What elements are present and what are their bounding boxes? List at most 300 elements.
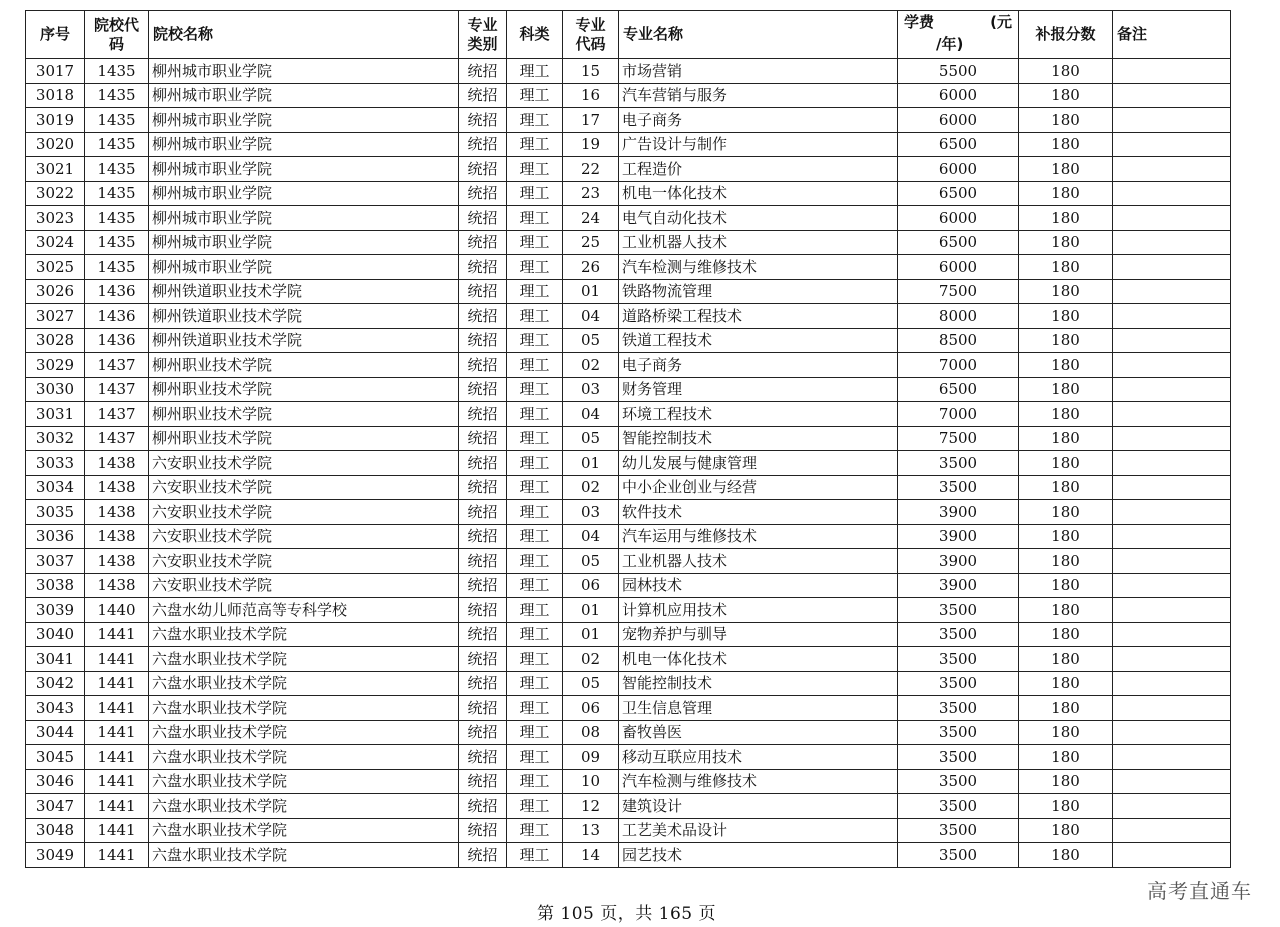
cell-major-code: 06 [563,696,619,721]
cell-seq: 3032 [26,426,85,451]
cell-school-code: 1435 [85,255,149,280]
cell-school-name: 六盘水职业技术学院 [149,647,459,672]
table-row [26,402,1231,427]
cell-major-type: 统招 [459,402,507,427]
cell-major-name: 移动互联应用技术 [619,745,898,770]
table-row [26,696,1231,721]
cell-major-code: 16 [563,83,619,108]
table-row [26,304,1231,329]
cell-school-name: 六盘水职业技术学院 [149,769,459,794]
cell-tuition: 8000 [898,304,1019,329]
cell-major-code: 02 [563,353,619,378]
cell-school-code: 1436 [85,328,149,353]
cell-major-name: 建筑设计 [619,794,898,819]
cell-tuition: 5500 [898,59,1019,84]
cell-seq: 3049 [26,843,85,868]
cell-remark [1113,230,1231,255]
cell-school-code: 1437 [85,353,149,378]
cell-major-name: 电子商务 [619,353,898,378]
cell-remark [1113,181,1231,206]
cell-tuition: 6000 [898,83,1019,108]
cell-major-name: 工业机器人技术 [619,549,898,574]
table-row [26,157,1231,182]
cell-major-type: 统招 [459,377,507,402]
cell-school-name: 六盘水职业技术学院 [149,720,459,745]
cell-score: 180 [1019,622,1113,647]
cell-remark [1113,206,1231,231]
cell-tuition: 7500 [898,426,1019,451]
cell-school-code: 1441 [85,622,149,647]
cell-seq: 3037 [26,549,85,574]
cell-major-type: 统招 [459,500,507,525]
cell-remark [1113,426,1231,451]
cell-seq: 3038 [26,573,85,598]
cell-major-type: 统招 [459,598,507,623]
cell-seq: 3026 [26,279,85,304]
cell-remark [1113,475,1231,500]
cell-seq: 3036 [26,524,85,549]
table-row [26,598,1231,623]
cell-major-type: 统招 [459,843,507,868]
table-body [26,59,1231,868]
table-row [26,671,1231,696]
cell-tuition: 3900 [898,573,1019,598]
cell-school-name: 柳州城市职业学院 [149,255,459,280]
cell-major-code: 13 [563,818,619,843]
cell-seq: 3042 [26,671,85,696]
cell-category: 理工 [507,255,563,280]
cell-score: 180 [1019,647,1113,672]
cell-school-name: 柳州城市职业学院 [149,132,459,157]
cell-seq: 3030 [26,377,85,402]
cell-major-code: 05 [563,328,619,353]
cell-score: 180 [1019,157,1113,182]
header-score: 补报分数 [1019,11,1113,59]
cell-school-code: 1438 [85,500,149,525]
cell-category: 理工 [507,794,563,819]
page-footer: 第 105 页，共 165 页 [536,904,716,924]
cell-category: 理工 [507,108,563,133]
table-row [26,475,1231,500]
cell-school-code: 1441 [85,818,149,843]
cell-school-code: 1435 [85,59,149,84]
cell-school-code: 1435 [85,230,149,255]
cell-school-name: 柳州城市职业学院 [149,59,459,84]
cell-seq: 3039 [26,598,85,623]
table-row [26,794,1231,819]
table-row [26,549,1231,574]
cell-remark [1113,818,1231,843]
cell-major-type: 统招 [459,696,507,721]
cell-tuition: 3900 [898,500,1019,525]
cell-score: 180 [1019,328,1113,353]
cell-category: 理工 [507,230,563,255]
cell-tuition: 3900 [898,524,1019,549]
cell-major-code: 04 [563,402,619,427]
cell-category: 理工 [507,304,563,329]
cell-school-code: 1436 [85,279,149,304]
table-row [26,426,1231,451]
cell-major-name: 电气自动化技术 [619,206,898,231]
cell-category: 理工 [507,598,563,623]
cell-score: 180 [1019,230,1113,255]
cell-category: 理工 [507,671,563,696]
cell-seq: 3017 [26,59,85,84]
cell-remark [1113,671,1231,696]
cell-category: 理工 [507,59,563,84]
table-row [26,59,1231,84]
table-row [26,83,1231,108]
cell-school-name: 柳州职业技术学院 [149,353,459,378]
cell-school-name: 柳州铁道职业技术学院 [149,279,459,304]
cell-category: 理工 [507,500,563,525]
table-row [26,500,1231,525]
cell-major-type: 统招 [459,83,507,108]
cell-school-code: 1435 [85,83,149,108]
cell-tuition: 6500 [898,230,1019,255]
cell-tuition: 3500 [898,671,1019,696]
cell-score: 180 [1019,745,1113,770]
cell-major-name: 汽车检测与维修技术 [619,255,898,280]
cell-score: 180 [1019,108,1113,133]
cell-major-type: 统招 [459,255,507,280]
cell-major-code: 05 [563,671,619,696]
cell-school-name: 六安职业技术学院 [149,475,459,500]
cell-school-name: 柳州铁道职业技术学院 [149,328,459,353]
cell-major-name: 汽车运用与维修技术 [619,524,898,549]
cell-score: 180 [1019,304,1113,329]
cell-major-code: 19 [563,132,619,157]
cell-seq: 3018 [26,83,85,108]
cell-major-code: 08 [563,720,619,745]
cell-major-code: 24 [563,206,619,231]
cell-major-code: 01 [563,279,619,304]
cell-seq: 3048 [26,818,85,843]
cell-score: 180 [1019,83,1113,108]
cell-major-type: 统招 [459,181,507,206]
header-tuition-unit-close: /年) [936,35,964,53]
cell-score: 180 [1019,843,1113,868]
cell-school-code: 1435 [85,132,149,157]
cell-category: 理工 [507,647,563,672]
header-tuition-unit-open: (元 [990,13,1012,31]
cell-school-name: 柳州城市职业学院 [149,83,459,108]
cell-major-code: 15 [563,59,619,84]
cell-score: 180 [1019,279,1113,304]
cell-major-type: 统招 [459,475,507,500]
cell-remark [1113,255,1231,280]
cell-remark [1113,622,1231,647]
cell-seq: 3031 [26,402,85,427]
cell-score: 180 [1019,377,1113,402]
cell-major-code: 05 [563,426,619,451]
header-tuition [898,11,1019,59]
cell-school-code: 1435 [85,206,149,231]
header-category: 科类 [507,11,563,59]
cell-seq: 3025 [26,255,85,280]
cell-major-name: 机电一体化技术 [619,181,898,206]
cell-school-name: 柳州职业技术学院 [149,377,459,402]
cell-major-name: 工业机器人技术 [619,230,898,255]
header-school-code [85,11,149,59]
cell-score: 180 [1019,794,1113,819]
cell-tuition: 3500 [898,818,1019,843]
header-major-name: 专业名称 [619,11,898,59]
cell-remark [1113,720,1231,745]
cell-score: 180 [1019,181,1113,206]
cell-major-type: 统招 [459,304,507,329]
cell-score: 180 [1019,402,1113,427]
table-row [26,279,1231,304]
header-major-code-label: 专业代码 [575,15,606,53]
cell-major-name: 宠物养护与驯导 [619,622,898,647]
cell-major-name: 市场营销 [619,59,898,84]
cell-school-code: 1435 [85,108,149,133]
cell-seq: 3021 [26,157,85,182]
cell-tuition: 3500 [898,696,1019,721]
cell-major-type: 统招 [459,794,507,819]
cell-tuition: 7000 [898,402,1019,427]
cell-major-code: 09 [563,745,619,770]
cell-category: 理工 [507,181,563,206]
cell-seq: 3045 [26,745,85,770]
cell-seq: 3047 [26,794,85,819]
cell-tuition: 6000 [898,157,1019,182]
cell-school-name: 六盘水职业技术学院 [149,622,459,647]
cell-major-type: 统招 [459,549,507,574]
cell-tuition: 3500 [898,720,1019,745]
table-row [26,720,1231,745]
cell-category: 理工 [507,745,563,770]
cell-major-code: 22 [563,157,619,182]
cell-tuition: 3500 [898,451,1019,476]
cell-score: 180 [1019,598,1113,623]
cell-major-name: 中小企业创业与经营 [619,475,898,500]
cell-seq: 3034 [26,475,85,500]
cell-major-type: 统招 [459,524,507,549]
cell-category: 理工 [507,157,563,182]
table-row [26,573,1231,598]
cell-major-code: 26 [563,255,619,280]
cell-school-code: 1436 [85,304,149,329]
cell-school-code: 1441 [85,745,149,770]
cell-category: 理工 [507,426,563,451]
cell-school-code: 1438 [85,451,149,476]
cell-major-name: 道路桥梁工程技术 [619,304,898,329]
cell-major-name: 计算机应用技术 [619,598,898,623]
cell-school-code: 1438 [85,475,149,500]
cell-school-name: 六安职业技术学院 [149,524,459,549]
cell-major-type: 统招 [459,745,507,770]
table-row [26,451,1231,476]
cell-score: 180 [1019,255,1113,280]
cell-major-name: 智能控制技术 [619,426,898,451]
cell-seq: 3019 [26,108,85,133]
cell-major-type: 统招 [459,573,507,598]
cell-major-code: 14 [563,843,619,868]
cell-seq: 3043 [26,696,85,721]
cell-seq: 3041 [26,647,85,672]
cell-tuition: 6500 [898,377,1019,402]
table-row [26,108,1231,133]
cell-school-name: 六盘水职业技术学院 [149,794,459,819]
cell-school-name: 六盘水职业技术学院 [149,843,459,868]
cell-school-name: 柳州城市职业学院 [149,108,459,133]
cell-tuition: 7500 [898,279,1019,304]
cell-school-name: 六安职业技术学院 [149,549,459,574]
cell-remark [1113,157,1231,182]
cell-school-code: 1440 [85,598,149,623]
cell-school-code: 1435 [85,181,149,206]
cell-remark [1113,769,1231,794]
table-row [26,255,1231,280]
cell-major-code: 06 [563,573,619,598]
cell-remark [1113,549,1231,574]
cell-major-type: 统招 [459,647,507,672]
header-school-code-label: 院校代码 [93,15,139,53]
cell-major-type: 统招 [459,230,507,255]
cell-major-name: 铁路物流管理 [619,279,898,304]
cell-school-code: 1441 [85,720,149,745]
table-row [26,524,1231,549]
cell-category: 理工 [507,353,563,378]
cell-major-name: 工艺美术品设计 [619,818,898,843]
header-major-type-label: 专业类别 [467,15,498,53]
cell-remark [1113,696,1231,721]
cell-remark [1113,573,1231,598]
cell-remark [1113,108,1231,133]
cell-remark [1113,843,1231,868]
cell-school-code: 1437 [85,426,149,451]
cell-remark [1113,83,1231,108]
cell-major-name: 幼儿发展与健康管理 [619,451,898,476]
cell-major-code: 01 [563,451,619,476]
cell-major-type: 统招 [459,818,507,843]
cell-major-type: 统招 [459,206,507,231]
cell-major-type: 统招 [459,720,507,745]
cell-school-name: 六盘水职业技术学院 [149,696,459,721]
cell-major-name: 广告设计与制作 [619,132,898,157]
cell-tuition: 3500 [898,647,1019,672]
cell-tuition: 8500 [898,328,1019,353]
cell-major-code: 23 [563,181,619,206]
cell-major-code: 03 [563,500,619,525]
table-row [26,181,1231,206]
cell-major-type: 统招 [459,426,507,451]
cell-school-name: 六盘水职业技术学院 [149,671,459,696]
cell-score: 180 [1019,524,1113,549]
cell-tuition: 3500 [898,622,1019,647]
cell-tuition: 6000 [898,206,1019,231]
cell-score: 180 [1019,426,1113,451]
cell-major-type: 统招 [459,671,507,696]
cell-tuition: 7000 [898,353,1019,378]
cell-major-name: 铁道工程技术 [619,328,898,353]
cell-seq: 3033 [26,451,85,476]
watermark-text: 高考直通车 [1147,879,1252,903]
cell-school-code: 1441 [85,794,149,819]
cell-seq: 3023 [26,206,85,231]
cell-seq: 3029 [26,353,85,378]
cell-tuition: 3500 [898,843,1019,868]
table-row [26,647,1231,672]
cell-tuition: 3500 [898,745,1019,770]
cell-score: 180 [1019,671,1113,696]
cell-remark [1113,59,1231,84]
cell-category: 理工 [507,818,563,843]
cell-major-type: 统招 [459,132,507,157]
cell-school-name: 柳州职业技术学院 [149,402,459,427]
cell-school-name: 柳州城市职业学院 [149,230,459,255]
cell-major-name: 工程造价 [619,157,898,182]
cell-major-code: 03 [563,377,619,402]
cell-major-type: 统招 [459,622,507,647]
cell-tuition: 6000 [898,108,1019,133]
cell-score: 180 [1019,573,1113,598]
cell-remark [1113,745,1231,770]
header-seq: 序号 [26,11,85,59]
cell-school-name: 六安职业技术学院 [149,573,459,598]
cell-school-name: 六安职业技术学院 [149,451,459,476]
table-row [26,353,1231,378]
cell-remark [1113,304,1231,329]
cell-seq: 3035 [26,500,85,525]
cell-category: 理工 [507,279,563,304]
cell-score: 180 [1019,59,1113,84]
cell-school-code: 1441 [85,843,149,868]
cell-category: 理工 [507,720,563,745]
cell-school-name: 柳州城市职业学院 [149,206,459,231]
cell-remark [1113,451,1231,476]
cell-category: 理工 [507,573,563,598]
cell-category: 理工 [507,132,563,157]
cell-seq: 3040 [26,622,85,647]
cell-major-type: 统招 [459,157,507,182]
cell-major-name: 畜牧兽医 [619,720,898,745]
cell-remark [1113,598,1231,623]
header-major-type [459,11,507,59]
cell-school-code: 1438 [85,524,149,549]
cell-major-type: 统招 [459,451,507,476]
cell-seq: 3046 [26,769,85,794]
cell-remark [1113,328,1231,353]
cell-tuition: 3500 [898,794,1019,819]
cell-major-name: 智能控制技术 [619,671,898,696]
table-row [26,230,1231,255]
cell-category: 理工 [507,696,563,721]
cell-category: 理工 [507,328,563,353]
cell-major-name: 电子商务 [619,108,898,133]
cell-school-code: 1438 [85,549,149,574]
cell-score: 180 [1019,353,1113,378]
admission-table [25,10,1231,868]
cell-category: 理工 [507,377,563,402]
cell-tuition: 6500 [898,181,1019,206]
cell-seq: 3027 [26,304,85,329]
cell-seq: 3044 [26,720,85,745]
cell-remark [1113,377,1231,402]
cell-major-code: 25 [563,230,619,255]
cell-school-code: 1438 [85,573,149,598]
table-header-row [26,11,1231,59]
cell-school-name: 六盘水职业技术学院 [149,818,459,843]
cell-major-name: 软件技术 [619,500,898,525]
cell-school-name: 六盘水幼儿师范高等专科学校 [149,598,459,623]
header-school-name: 院校名称 [149,11,459,59]
cell-tuition: 3900 [898,549,1019,574]
cell-score: 180 [1019,206,1113,231]
cell-remark [1113,794,1231,819]
